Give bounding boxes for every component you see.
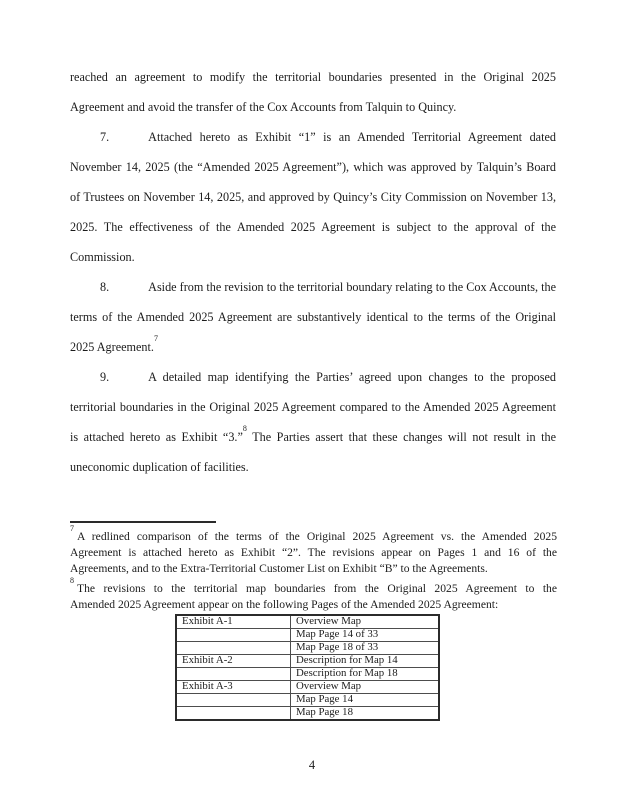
body-text: Attached hereto as Exhibit “1” is an Amended Territorial Agreement dated — [148, 130, 556, 144]
footnote-marker: 8 — [70, 576, 74, 586]
body-line — [70, 62, 556, 92]
exhibit-label-cell — [176, 668, 291, 681]
footnote-line — [70, 545, 557, 561]
body-line — [70, 242, 556, 272]
exhibit-label-cell: Exhibit A-2 — [176, 655, 291, 668]
paragraph-number: 8. — [100, 280, 110, 294]
exhibit-table — [175, 614, 440, 721]
footnote-separator — [70, 521, 216, 523]
body-text: is attached hereto as Exhibit “3.” — [70, 430, 243, 444]
exhibit-desc-cell: Map Page 14 — [291, 694, 440, 707]
body-line — [70, 212, 556, 242]
body-text-block — [70, 62, 556, 482]
footnote-text: A redlined comparison of the terms of the Original 2025 Agreement vs. the Amended 2025 — [77, 530, 557, 543]
body-line — [70, 452, 556, 482]
table-row — [176, 642, 439, 655]
page-number: 4 — [308, 758, 316, 772]
body-text: Commission. — [70, 250, 135, 264]
body-text: Agreement and avoid the transfer of the Cox Accounts from Talquin to Quincy. — [70, 100, 457, 114]
body-line — [70, 422, 556, 452]
paragraph-number: 7. — [100, 130, 110, 144]
body-line — [70, 272, 556, 302]
body-text: Aside from the revision to the territorial boundary relating to the Cox Accounts, the — [148, 280, 556, 294]
footnote-reference: 7 — [153, 333, 158, 343]
footnote-line — [70, 524, 557, 545]
body-text: territorial boundaries in the Original 2025 Agreement compared to the Amended 2025 Agreement — [70, 400, 556, 414]
footnote-text: The revisions to the territorial map boundaries from the Original 2025 Agreement to the — [77, 582, 557, 595]
body-text: November 14, 2025 (the “Amended 2025 Agreement”), which was approved by Talquin’s Board — [70, 160, 556, 174]
body-line — [70, 362, 556, 392]
exhibit-label-cell — [176, 707, 291, 721]
footnote-text: Agreement is attached hereto as Exhibit “2”. The revisions appear on Pages 1 and 16 of the — [70, 546, 557, 559]
body-line — [70, 152, 556, 182]
body-text: A detailed map identifying the Parties’ agreed upon changes to the proposed — [148, 370, 556, 384]
body-text: 2025. The effectiveness of the Amended 2025 Agreement is subject to the approval of the — [70, 220, 556, 234]
exhibit-label-cell — [176, 629, 291, 642]
body-line — [70, 92, 556, 122]
exhibit-desc-cell: Description for Map 18 — [291, 668, 440, 681]
body-text: terms of the Amended 2025 Agreement are substantively identical to the terms of the Original — [70, 310, 556, 324]
footnote-7 — [70, 524, 557, 577]
exhibit-desc-cell: Map Page 18 — [291, 707, 440, 721]
table-row — [176, 668, 439, 681]
body-line — [70, 122, 556, 152]
footnote-text: Amended 2025 Agreement appear on the following Pages of the Amended 2025 Agreement: — [70, 598, 499, 611]
footnote-marker: 7 — [70, 524, 74, 534]
body-line — [70, 302, 556, 332]
exhibit-desc-cell: Overview Map — [291, 615, 440, 629]
table-row — [176, 694, 439, 707]
table-row — [176, 629, 439, 642]
exhibit-label-cell: Exhibit A-1 — [176, 615, 291, 629]
body-line — [70, 332, 556, 362]
footnote-8 — [70, 576, 557, 613]
footnote-line — [70, 597, 557, 613]
footnote-line — [70, 561, 557, 577]
table-row — [176, 615, 439, 629]
footnote-text: Agreements, and to the Extra-Territorial Customer List on Exhibit “B” to the Agreements. — [70, 562, 488, 575]
table-row — [176, 655, 439, 668]
body-text: reached an agreement to modify the territorial boundaries presented in the Original 2025 — [70, 70, 556, 84]
body-text: 2025 Agreement. — [70, 340, 154, 354]
table-row — [176, 681, 439, 694]
body-line — [70, 182, 556, 212]
table-row — [176, 707, 439, 721]
footnote-line — [70, 576, 557, 597]
paragraph-number: 9. — [100, 370, 110, 384]
exhibit-desc-cell: Description for Map 14 — [291, 655, 440, 668]
body-text: The Parties assert that these changes will not result in the — [246, 430, 556, 444]
body-text: uneconomic duplication of facilities. — [70, 460, 249, 474]
exhibit-label-cell — [176, 642, 291, 655]
body-text: of Trustees on November 14, 2025, and approved by Quincy’s City Commission on November 13, — [70, 190, 556, 204]
footnote-reference: 8 — [242, 423, 247, 433]
exhibit-desc-cell: Map Page 14 of 33 — [291, 629, 440, 642]
exhibit-desc-cell: Overview Map — [291, 681, 440, 694]
exhibit-label-cell — [176, 694, 291, 707]
exhibit-label-cell: Exhibit A-3 — [176, 681, 291, 694]
exhibit-desc-cell: Map Page 18 of 33 — [291, 642, 440, 655]
body-line — [70, 392, 556, 422]
